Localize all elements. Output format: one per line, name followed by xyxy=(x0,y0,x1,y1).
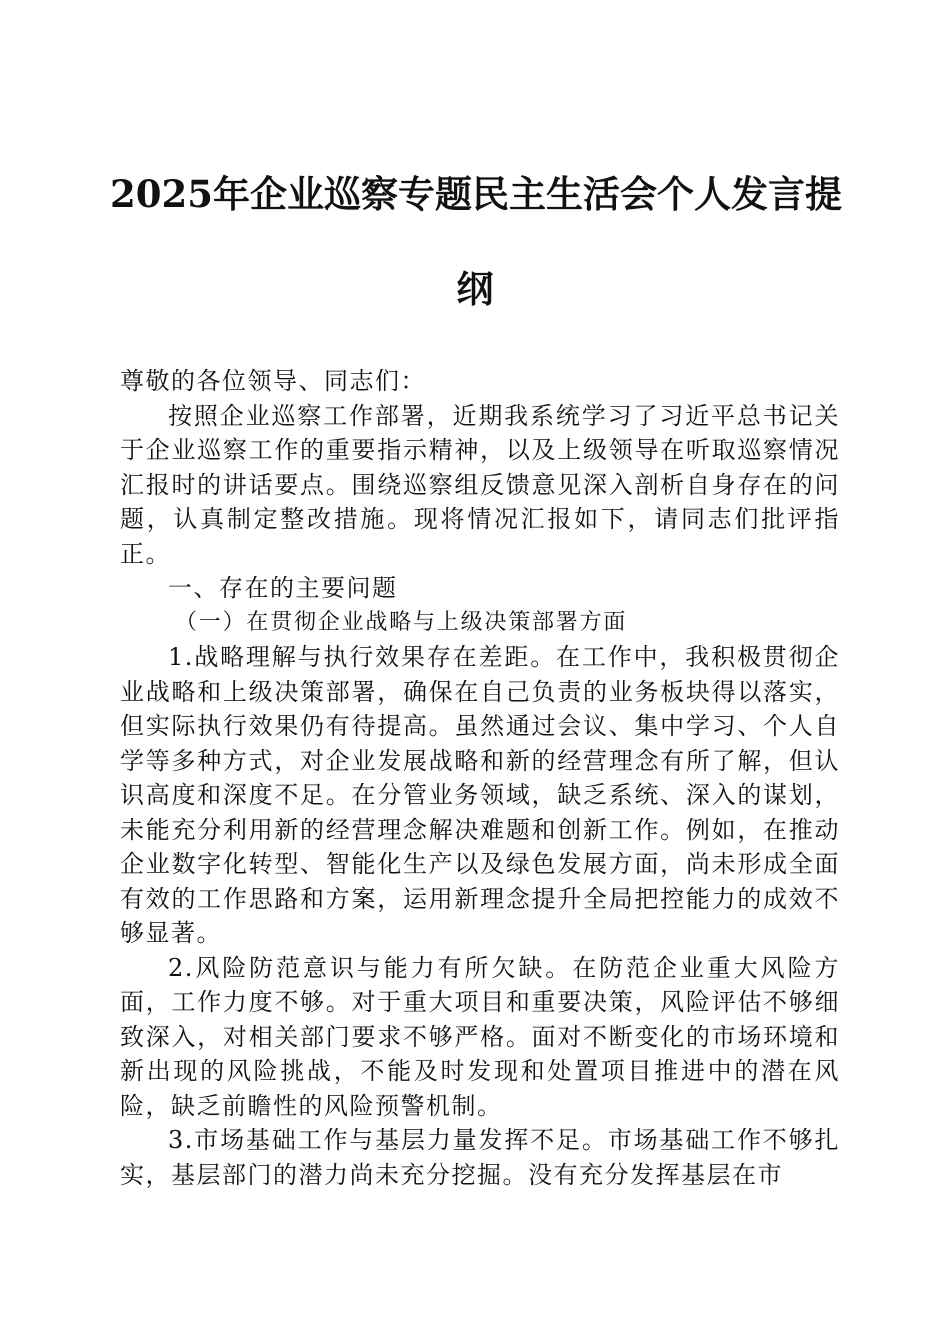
section-heading-1: 一、存在的主要问题 xyxy=(168,574,398,602)
subsection-heading-1: （一）在贯彻企业战略与上级决策部署方面 xyxy=(175,609,628,635)
intro-paragraph: 按照企业巡察工作部署，近期我系统学习了习近平总书记关于企业巡察工作的重要指示精神，以及上级领导在听取巡察情况汇报时的讲话要点。围绕巡察组反馈意见深入剖析自身存在的问题，认真制定整改措施。现将情况汇报如下，请同志们批评指正。 xyxy=(120,401,840,568)
salutation: 尊敬的各位领导、同志们： xyxy=(120,367,426,395)
document-body xyxy=(120,364,840,1192)
problem-item-2: 2.风险防范意识与能力有所欠缺。在防范企业重大风险方面，工作力度不够。对于重大项目和重要决策，风险评估不够细致深入，对相关部门要求不够严格。面对不断变化的市场环境和新出现的风险挑战，不能及时发现和处置项目推进中的潜在风险，缺乏前瞻性的风险预警机制。 xyxy=(120,953,840,1120)
document-title-line-2: 纲 xyxy=(456,267,494,311)
document-title-line-1: 2025年企业巡察专题民主生活会个人发言提 xyxy=(110,172,842,216)
problem-item-1: 1.战略理解与执行效果存在差距。在工作中，我积极贯彻企业战略和上级决策部署，确保在自己负责的业务板块得以落实，但实际执行效果仍有待提高。虽然通过会议、集中学习、个人自学等多种方式，对企业发展战略和新的经营理念有所了解，但认识高度和深度不足。在分管业务领域，缺乏系统、深入的谋划，未能充分利用新的经营理念解决难题和创新工作。例如，在推动企业数字化转型、智能化生产以及绿色发展方面，尚未形成全面有效的工作思路和方案，运用新理念提升全局把控能力的成效不够显著。 xyxy=(120,643,840,947)
problem-item-3: 3.市场基础工作与基层力量发挥不足。市场基础工作不够扎实，基层部门的潜力尚未充分挖掘。没有充分发挥基层在市 xyxy=(120,1126,840,1189)
